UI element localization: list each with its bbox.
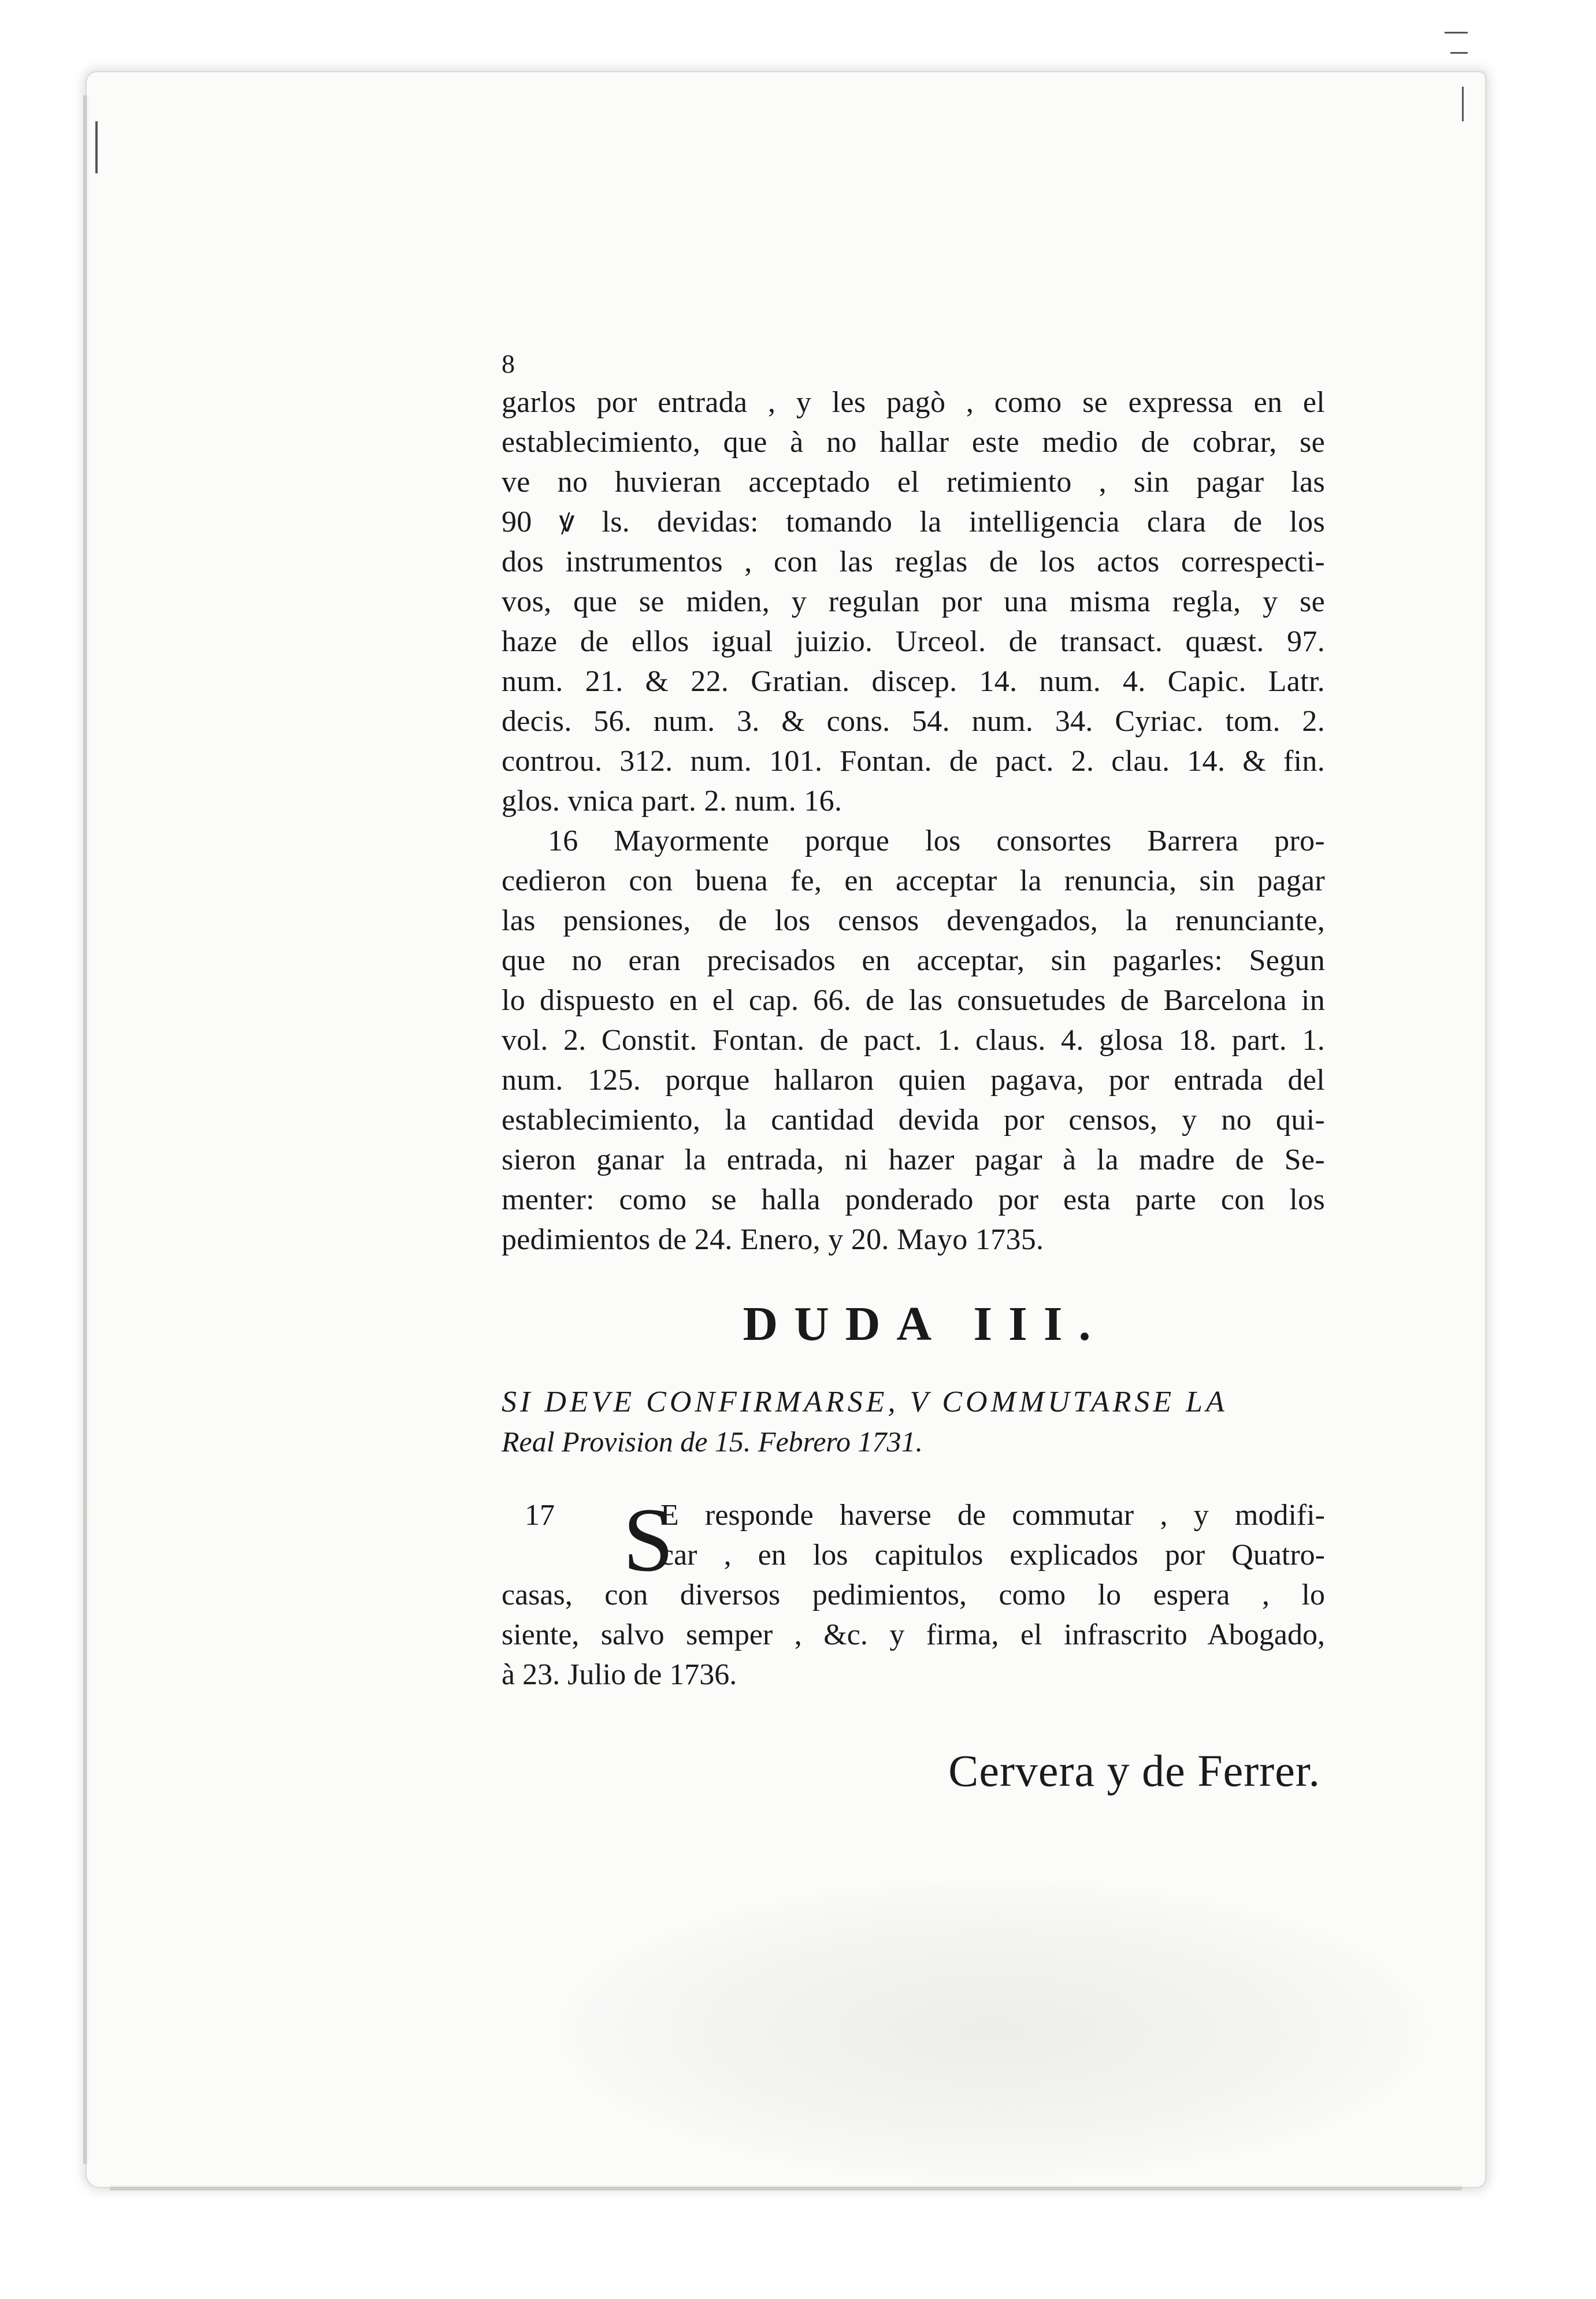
signature: Cervera y de Ferrer. bbox=[948, 1745, 1320, 1796]
text-line: num. 21. & 22. Gratian. discep. 14. num. 4. Capic. Latr. bbox=[502, 665, 1325, 698]
document-body bbox=[502, 347, 1325, 1799]
text-line: à 23. Julio de 1736. bbox=[502, 1658, 737, 1691]
text-line: 90 ꝟ ls. devidas: tomando la intelligencia clara de los bbox=[502, 506, 1325, 538]
text-line: vos, que se miden, y regulan por una misma regla, y se bbox=[502, 585, 1325, 618]
text-line: cedieron con buena fe, en acceptar la renuncia, sin pagar bbox=[502, 864, 1325, 897]
scan-mark bbox=[1462, 87, 1464, 121]
section-heading: DUDA III. bbox=[743, 1297, 1107, 1351]
paragraph-16 bbox=[502, 821, 1325, 1260]
text-line: ve no huvieran acceptado el retimiento , sin pagar las bbox=[502, 466, 1325, 499]
sheet-bottom-edge bbox=[110, 2185, 1462, 2190]
text-line: haze de ellos igual juizio. Urceol. de transact. quæst. 97. bbox=[502, 625, 1325, 658]
text-line: menter: como se halla ponderado por esta parte con los bbox=[502, 1183, 1325, 1216]
text-line: glos. vnica part. 2. num. 16. bbox=[502, 785, 842, 818]
paragraph-number: 17 bbox=[525, 1499, 555, 1532]
water-stain bbox=[561, 1881, 1427, 2181]
drop-cap: S bbox=[623, 1490, 674, 1591]
section-subtitle-continued: Real Provision de 15. Febrero 1731. bbox=[502, 1425, 923, 1458]
paragraph-15-continuation bbox=[502, 382, 1325, 821]
text-line: lo dispuesto en el cap. 66. de las consuetudes de Barcelona in bbox=[502, 984, 1325, 1017]
sheet-left-edge bbox=[83, 95, 89, 2164]
text-line: dos instrumentos , con las reglas de los actos correspecti- bbox=[502, 545, 1325, 578]
text-line: siente, salvo semper , &c. y firma, el infrascrito Abogado, bbox=[502, 1618, 1325, 1651]
text-line: las pensiones, de los censos devengados, la renunciante, bbox=[502, 904, 1325, 937]
page-number: 8 bbox=[502, 349, 515, 378]
text-line: establecimiento, que à no hallar este medio de cobrar, se bbox=[502, 426, 1325, 459]
text-line: num. 125. porque hallaron quien pagava, por entrada del bbox=[502, 1064, 1325, 1097]
scan-mark bbox=[1450, 52, 1468, 54]
text-line: E responde haverse de commutar , y modifi- bbox=[660, 1499, 1325, 1532]
text-line: establecimiento, la cantidad devida por censos, y no qui- bbox=[502, 1104, 1325, 1136]
text-line: casas, con diversos pedimientos, como lo espera , lo bbox=[502, 1579, 1325, 1611]
text-line: sieron ganar la entrada, ni hazer pagar à la madre de Se- bbox=[502, 1143, 1325, 1176]
text-line: 16 Mayormente porque los consortes Barrera pro- bbox=[548, 824, 1325, 857]
scan-mark bbox=[1445, 32, 1468, 34]
section-subtitle: SI DEVE CONFIRMARSE, V COMMUTARSE LA bbox=[502, 1386, 1228, 1418]
text-line: garlos por entrada , y les pagò , como se expressa en el bbox=[502, 386, 1325, 419]
text-line: que no eran precisados en acceptar, sin pagarles: Segun bbox=[502, 944, 1325, 977]
scan-mark bbox=[95, 121, 98, 173]
text-line: vol. 2. Constit. Fontan. de pact. 1. claus. 4. glosa 18. part. 1. bbox=[502, 1024, 1325, 1057]
paragraph-17 bbox=[502, 1490, 1325, 1695]
text-line: controu. 312. num. 101. Fontan. de pact. 2. clau. 14. & fin. bbox=[502, 745, 1325, 778]
text-line: pedimientos de 24. Enero, y 20. Mayo 1735. bbox=[502, 1223, 1044, 1256]
text-line: decis. 56. num. 3. & cons. 54. num. 34. Cyriac. tom. 2. bbox=[502, 705, 1325, 738]
text-line: car , en los capitulos explicados por Quatro- bbox=[660, 1539, 1325, 1572]
